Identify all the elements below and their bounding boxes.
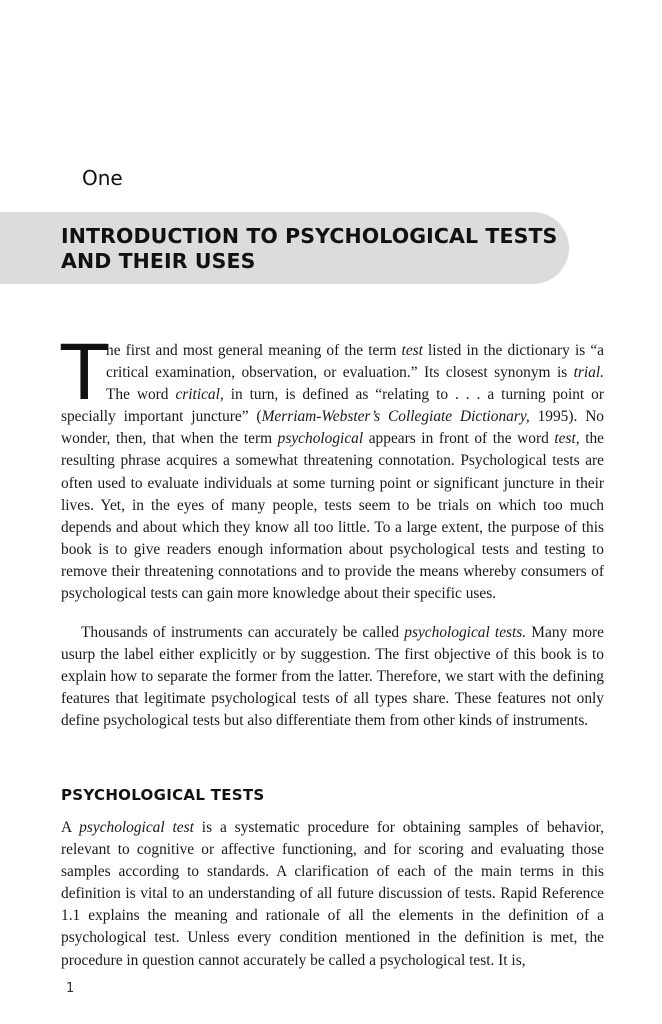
drop-cap: T [61, 328, 108, 417]
body-paragraph-intro: T he first and most general meaning of the term test listed in the dictionary is “a critical examination, observation, or evaluation.” Its closest synonym is trial. The word critical, in turn, is defined as “relating to . . . a turning point or specially important juncture” (Merriam-Webster’s Collegiate Dictionary, 1995). No wonder, then, that when the term psychological appears in front of the word test, the resulting phrase acquires a somewhat threatening connotation. Psychological tests are often used to evaluate individuals at some turning point or significant juncture in their lives. Yet, in the eyes of many people, tests seem to be trials on which too much depends and about which they know all too little. To a large extent, the purpose of this book is to give readers enough information about psychological tests and testing to remove their threatening connotations and to provide the means whereby consumers of psychological tests can gain more knowledge about their specific uses. [61, 328, 605, 603]
section-heading: PSYCHOLOGICAL TESTS [61, 786, 265, 804]
chapter-number: One [82, 166, 123, 190]
body-paragraph-definition: A psychological test is a systematic procedure for obtaining samples of behavior, relevant to cognitive or affective functioning, and for scoring and evaluating those samples according to standards. A clarification of each of the main terms in this definition is vital to an understanding of all future discussion of tests. Rapid Reference 1.1 explains the meaning and rationale of all the elements in the definition of a psychological test. Unless every condition mentioned in the definition is met, the procedure in question cannot accurately be called a psychological test. It is, [61, 819, 605, 969]
chapter-title: INTRODUCTION TO PSYCHOLOGICAL TESTS AND THEIR USES [61, 224, 558, 273]
page-number: 1 [66, 981, 75, 996]
body-paragraph-instruments: Thousands of instruments can accurately be called psychological tests. Many more usurp the label either explicitly or by suggestion. The first objective of this book is to explain how to separate the former from the latter. Therefore, we start with the defining features that legitimate psychological tests of all types share. These features not only define psychological tests but also differentiate them from other kinds of instruments. [61, 624, 604, 730]
